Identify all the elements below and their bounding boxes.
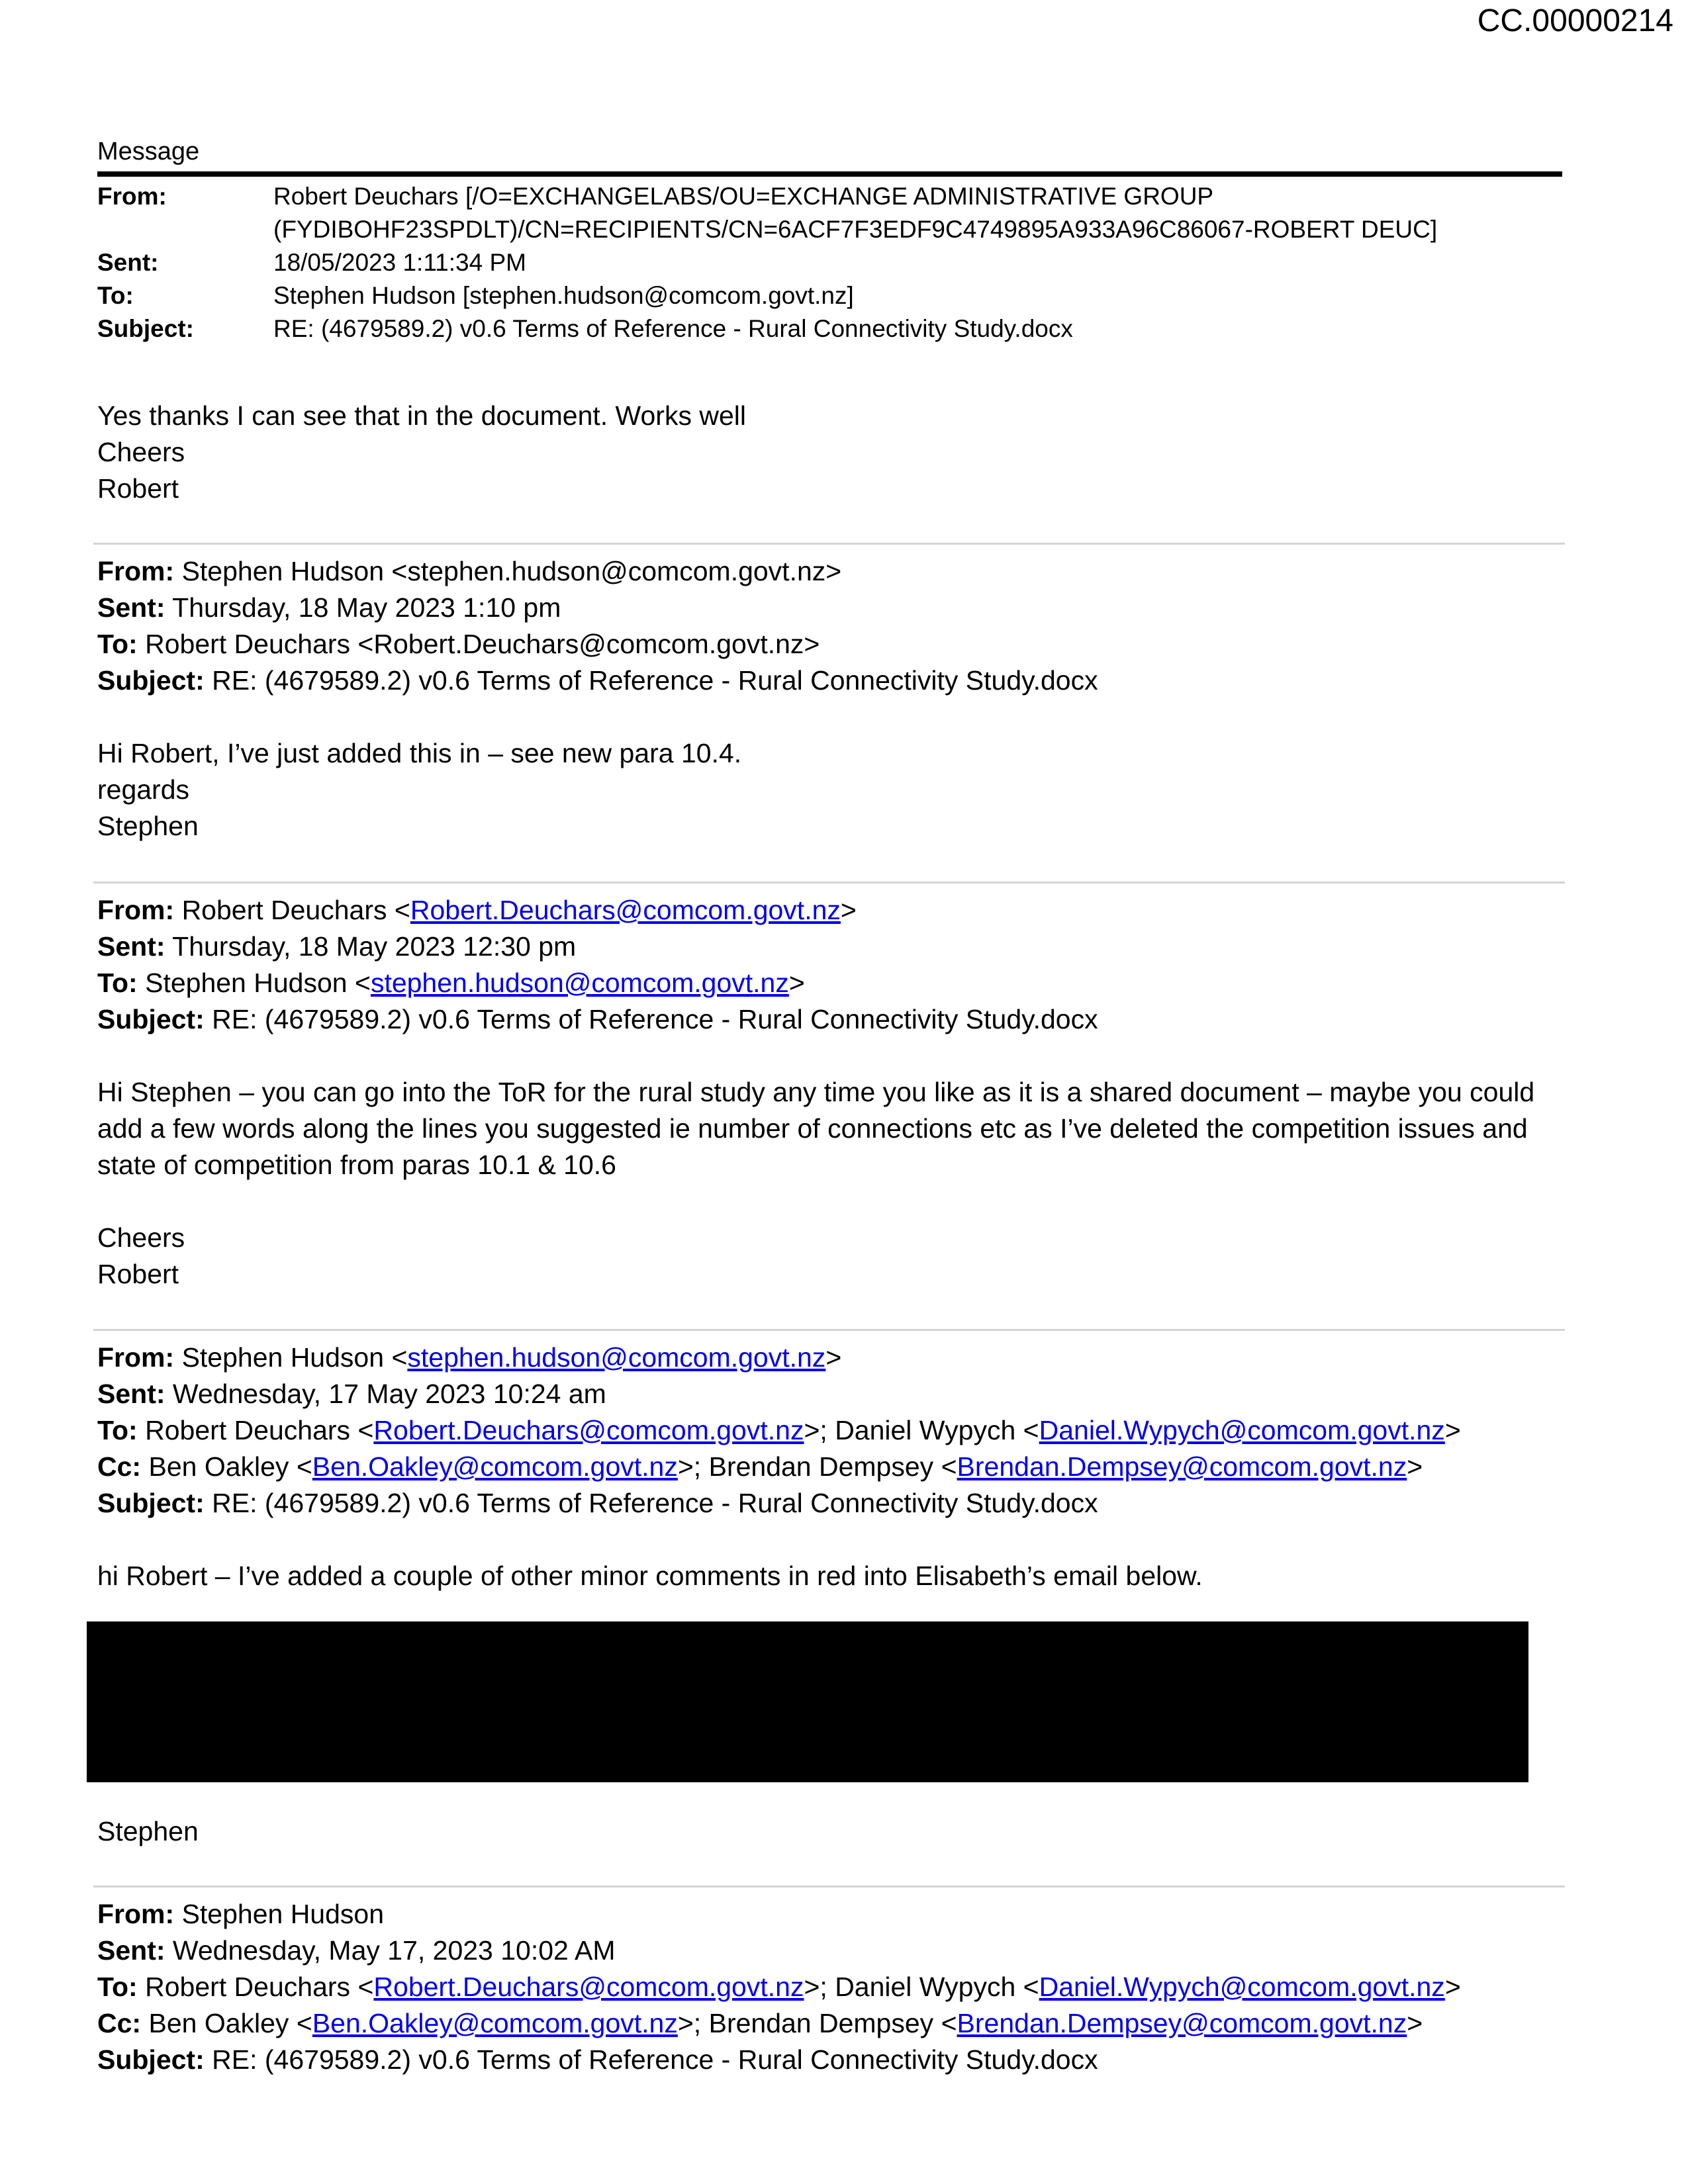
bracket: < — [296, 2008, 312, 2038]
email-separator — [93, 1886, 1565, 1888]
body-line: Yes thanks I can see that in the document. Works well — [97, 400, 746, 431]
bracket: > — [1407, 1451, 1423, 1482]
to-email-link[interactable]: stephen.hudson@comcom.govt.nz — [370, 968, 789, 998]
body-line: add a few words along the lines you suggested ie number of connections etc as I’ve deleted the competition issues and — [97, 1113, 1528, 1144]
from-email-link[interactable]: Robert.Deuchars@comcom.govt.nz — [410, 895, 841, 925]
to-label: To: — [97, 629, 138, 659]
to-value: Stephen Hudson [stephen.hudson@comcom.govt.nz] — [273, 282, 854, 309]
to-name: Daniel Wypych — [835, 1415, 1016, 1445]
cc-email-link[interactable]: Ben.Oakley@comcom.govt.nz — [312, 2008, 678, 2038]
subject-label: Subject: — [97, 2044, 205, 2075]
bracket: > — [825, 1342, 842, 1373]
subject-label: Subject: — [97, 1004, 205, 1034]
to-label: To: — [97, 968, 138, 998]
sent-value: Thursday, 18 May 2023 1:10 pm — [172, 592, 561, 623]
cc-name: Ben Oakley — [148, 1451, 289, 1482]
subject-label: Subject: — [97, 315, 194, 342]
to-label: To: — [97, 1415, 138, 1445]
sent-label: Sent: — [97, 592, 165, 623]
cc-email-link[interactable]: Brendan.Dempsey@comcom.govt.nz — [957, 2008, 1407, 2038]
body-line: Cheers — [97, 1222, 185, 1253]
header-divider — [97, 171, 1562, 177]
to-name: Robert Deuchars — [145, 1972, 351, 2002]
bracket: > — [840, 895, 857, 925]
cc-label: Cc: — [97, 2008, 142, 2038]
body-line: Cheers — [97, 437, 185, 467]
from-name: Stephen Hudson — [181, 1342, 385, 1373]
from-value: Stephen Hudson <stephen.hudson@comcom.govt.nz> — [181, 556, 842, 586]
sent-value: 18/05/2023 1:11:34 PM — [273, 249, 526, 276]
to-label: To: — [97, 1972, 138, 2002]
email-separator — [93, 1329, 1565, 1331]
from-label: From: — [97, 183, 167, 210]
body-line: Robert — [97, 473, 179, 504]
sent-value: Wednesday, May 17, 2023 10:02 AM — [172, 1935, 616, 1966]
body-line: regards — [97, 774, 190, 805]
from-email-link[interactable]: stephen.hudson@comcom.govt.nz — [407, 1342, 826, 1373]
cc-name: Ben Oakley — [148, 2008, 289, 2038]
sent-label: Sent: — [97, 931, 165, 962]
message-title: Message — [97, 138, 200, 165]
subject-value: RE: (4679589.2) v0.6 Terms of Reference - Rural Connectivity Study.docx — [273, 315, 1073, 342]
from-value: Robert Deuchars [/O=EXCHANGELABS/OU=EXCHANGE ADMINISTRATIVE GROUP — [273, 183, 1214, 210]
bracket: >; — [677, 2008, 709, 2038]
bracket: > — [1407, 2008, 1423, 2038]
bracket: > — [788, 968, 805, 998]
body-line: Stephen — [97, 811, 199, 841]
bracket: < — [354, 968, 371, 998]
bracket: >; — [677, 1451, 709, 1482]
email-separator — [93, 543, 1565, 545]
body-line: Hi Robert, I’ve just added this in – see new para 10.4. — [97, 738, 742, 768]
subject-value: RE: (4679589.2) v0.6 Terms of Reference - Rural Connectivity Study.docx — [212, 1004, 1098, 1034]
to-email-link[interactable]: Robert.Deuchars@comcom.govt.nz — [373, 1415, 804, 1445]
redaction-block — [87, 1621, 1528, 1782]
from-label: From: — [97, 1342, 175, 1373]
to-value: Robert Deuchars <Robert.Deuchars@comcom.govt.nz> — [145, 629, 820, 659]
sent-label: Sent: — [97, 1935, 165, 1966]
bracket: < — [357, 1415, 374, 1445]
to-name: Robert Deuchars — [145, 1415, 351, 1445]
bracket: < — [357, 1972, 374, 2002]
body-line: Hi Stephen – you can go into the ToR for the rural study any time you like as it is a shared document – maybe you could — [97, 1077, 1535, 1107]
bracket: > — [1444, 1972, 1461, 2002]
subject-value: RE: (4679589.2) v0.6 Terms of Reference - Rural Connectivity Study.docx — [212, 665, 1098, 696]
subject-label: Subject: — [97, 665, 205, 696]
signoff: Stephen — [97, 1816, 199, 1846]
body-line: state of competition from paras 10.1 & 10.6 — [97, 1150, 616, 1180]
subject-value: RE: (4679589.2) v0.6 Terms of Reference - Rural Connectivity Study.docx — [212, 1488, 1098, 1518]
from-label: From: — [97, 1899, 175, 1929]
quoted-email-2 — [97, 892, 1534, 1293]
cc-name: Brendan Dempsey — [708, 1451, 934, 1482]
quoted-email-3 — [97, 1340, 1461, 1594]
bracket: < — [1023, 1972, 1039, 2002]
cc-email-link[interactable]: Ben.Oakley@comcom.govt.nz — [312, 1451, 678, 1482]
cc-label: Cc: — [97, 1451, 142, 1482]
sent-label: Sent: — [97, 1379, 165, 1409]
to-email-link[interactable]: Daniel.Wypych@comcom.govt.nz — [1039, 1972, 1445, 2002]
message-body — [97, 398, 746, 507]
to-email-link[interactable]: Robert.Deuchars@comcom.govt.nz — [373, 1972, 804, 2002]
from-label: From: — [97, 895, 175, 925]
email-separator — [93, 882, 1565, 884]
bracket: >; — [804, 1415, 835, 1445]
to-email-link[interactable]: Daniel.Wypych@comcom.govt.nz — [1039, 1415, 1445, 1445]
sent-value: Thursday, 18 May 2023 12:30 pm — [172, 931, 577, 962]
bracket: < — [1023, 1415, 1039, 1445]
sent-label: Sent: — [97, 249, 159, 276]
from-name: Robert Deuchars — [181, 895, 387, 925]
bracket: >; — [804, 1972, 835, 2002]
quoted-email-1 — [97, 553, 1098, 844]
cc-email-link[interactable]: Brendan.Dempsey@comcom.govt.nz — [957, 1451, 1407, 1482]
to-name: Stephen Hudson — [145, 968, 348, 998]
body-line: Robert — [97, 1259, 179, 1289]
from-value-cont: (FYDIBOHF23SPDLT)/CN=RECIPIENTS/CN=6ACF7F3EDF9C4749895A933A96C86067-ROBERT DEUC] — [273, 216, 1438, 243]
subject-label: Subject: — [97, 1488, 205, 1518]
quoted-email-4 — [97, 1896, 1461, 2078]
bracket: < — [941, 1451, 957, 1482]
bracket: < — [296, 1451, 312, 1482]
from-label: From: — [97, 556, 175, 586]
cc-name: Brendan Dempsey — [708, 2008, 934, 2038]
body-line: hi Robert – I’ve added a couple of other minor comments in red into Elisabeth’s email below. — [97, 1561, 1203, 1591]
bracket: < — [391, 1342, 408, 1373]
bracket: > — [1444, 1415, 1461, 1445]
bracket: < — [941, 2008, 957, 2038]
from-value: Stephen Hudson — [181, 1899, 385, 1929]
bracket: < — [394, 895, 410, 925]
document-id: CC.00000214 — [1477, 3, 1673, 38]
message-header — [97, 180, 1437, 345]
to-label: To: — [97, 282, 134, 309]
subject-value: RE: (4679589.2) v0.6 Terms of Reference - Rural Connectivity Study.docx — [212, 2044, 1098, 2075]
to-name: Daniel Wypych — [835, 1972, 1016, 2002]
sent-value: Wednesday, 17 May 2023 10:24 am — [172, 1379, 606, 1409]
